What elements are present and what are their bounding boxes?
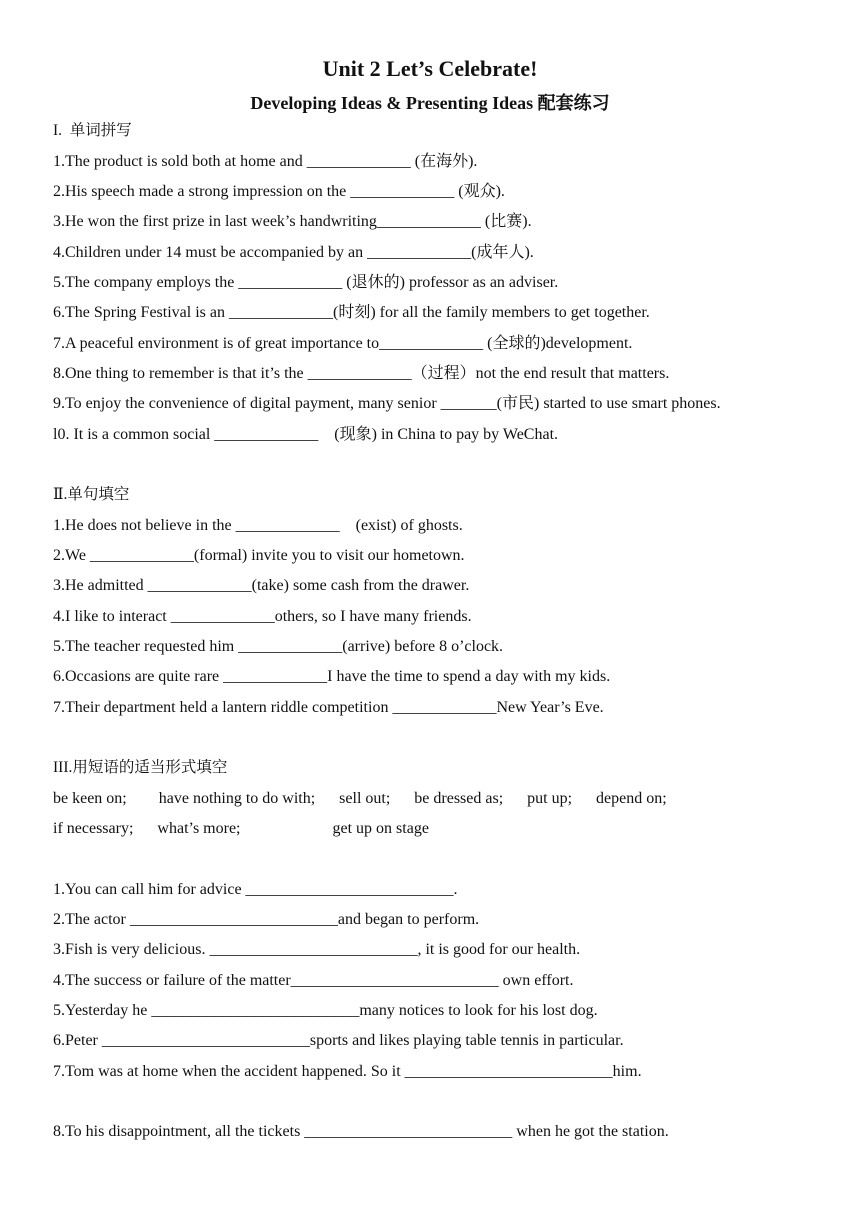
section-3-item: 4.The success or failure of the matter__________________________ own effort. — [53, 972, 574, 989]
section-3-item: 8.To his disappointment, all the tickets __________________________ when he got the station. — [53, 1123, 669, 1140]
section-2-item: 3.He admitted _____________(take) some cash from the drawer. — [53, 577, 470, 594]
section-1-item: 5.The company employs the _____________ (退休的) professor as an adviser. — [53, 274, 559, 291]
section-2-item: 6.Occasions are quite rare _____________I have the time to spend a day with my kids. — [53, 668, 611, 685]
phrase-bank-row-2: if necessary; what’s more; get up on stage — [53, 820, 429, 837]
section-1-item: l0. It is a common social _____________ (现象) in China to pay by WeChat. — [53, 426, 559, 443]
section-1-item: 1.The product is sold both at home and _____________ (在海外). — [53, 153, 478, 170]
section-3-item: 3.Fish is very delicious. __________________________, it is good for our health. — [53, 941, 581, 958]
section-3-item: 2.The actor __________________________and began to perform. — [53, 911, 480, 928]
page-title: Unit 2 Let’s Celebrate! — [322, 56, 538, 81]
section-2-item: 4.I like to interact _____________others, so I have many friends. — [53, 608, 472, 625]
section-1-heading: I. 单词拼写 — [53, 122, 132, 139]
section-3-item: 5.Yesterday he __________________________many notices to look for his lost dog. — [53, 1002, 598, 1019]
section-2-item: 1.He does not believe in the _____________ (exist) of ghosts. — [53, 517, 463, 534]
section-2-item: 2.We _____________(formal) invite you to visit our hometown. — [53, 547, 465, 564]
section-1-item: 3.He won the first prize in last week’s handwriting_____________ (比赛). — [53, 213, 532, 230]
section-1-item: 7.A peaceful environment is of great importance to_____________ (全球的)development. — [53, 335, 633, 352]
section-3-item: 1.You can call him for advice __________________________. — [53, 881, 458, 898]
section-1-item: 6.The Spring Festival is an _____________(时刻) for all the family members to get together. — [53, 304, 650, 321]
section-3-item: 6.Peter __________________________sports and likes playing table tennis in particular. — [53, 1032, 624, 1049]
page-subtitle: Developing Ideas & Presenting Ideas 配套练习 — [250, 93, 610, 113]
section-1-item: 4.Children under 14 must be accompanied by an _____________(成年人). — [53, 244, 534, 261]
section-3-item: 7.Tom was at home when the accident happened. So it __________________________him. — [53, 1063, 642, 1080]
section-1-item: 9.To enjoy the convenience of digital payment, many senior _______(市民) started to use smart phones. — [53, 395, 721, 412]
phrase-bank-row-1: be keen on; have nothing to do with; sell out; be dressed as; put up; depend on; — [53, 790, 667, 807]
section-1-item: 8.One thing to remember is that it’s the _____________（过程）not the end result that matters. — [53, 365, 670, 382]
section-2-heading: Ⅱ.单句填空 — [53, 486, 130, 503]
section-3-heading: III.用短语的适当形式填空 — [53, 759, 228, 776]
section-2-item: 7.Their department held a lantern riddle competition _____________New Year’s Eve. — [53, 699, 604, 716]
section-1-item: 2.His speech made a strong impression on the _____________ (观众). — [53, 183, 505, 200]
section-2-item: 5.The teacher requested him _____________(arrive) before 8 o’clock. — [53, 638, 504, 655]
